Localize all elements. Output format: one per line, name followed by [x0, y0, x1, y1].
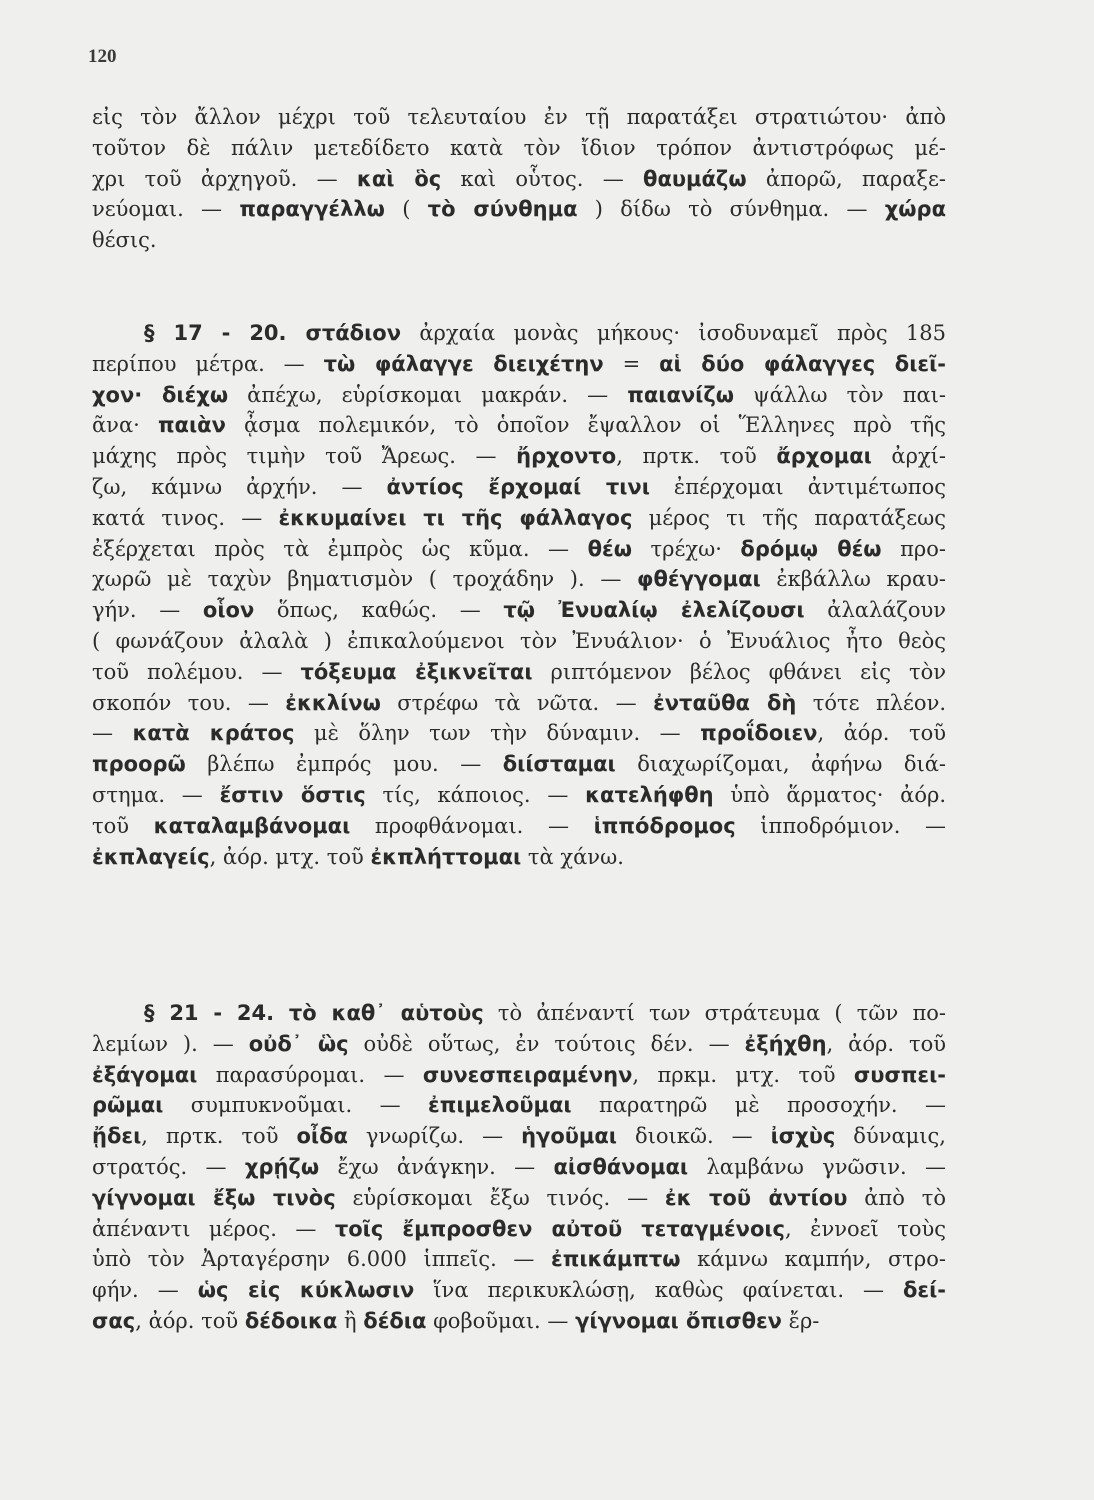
headword: δέδια [363, 1308, 427, 1333]
text-line [92, 133, 946, 164]
headword: δρόμῳ θέω [740, 536, 882, 561]
text-run: ἢ [337, 1308, 364, 1333]
headword: οἶδα [296, 1124, 348, 1149]
headword: τοῖς ἔμπροσθεν αὐτοῦ τεταγμένοις [334, 1216, 786, 1241]
text-run: διοικῶ. — [617, 1124, 771, 1149]
text-line [92, 1306, 946, 1337]
text-run: , ἀόρ. τοῦ [826, 1031, 946, 1056]
headword: κατελήφθη [585, 782, 714, 807]
text-run: τοῦ πολέμου. — [92, 659, 301, 684]
text-run: ἔχω ἀνάγκην. — [319, 1154, 554, 1179]
text-run: , πρτκ. τοῦ [141, 1124, 297, 1149]
text-line [92, 780, 946, 811]
headword: ἔστιν ὅστις [219, 782, 366, 807]
text-run: προ- [881, 536, 946, 561]
text-run: ἐπέρχομαι ἀντιμέτωπος [649, 474, 946, 499]
text-line [92, 472, 946, 503]
text-run: τοῦτον δὲ πάλιν μετεδίδετο κατὰ τὸν ἴδιον τρόπον ἀντιστρόφως μέ- [92, 135, 946, 160]
text-run: ψάλλω τὸν παι- [734, 382, 946, 407]
paragraph-1 [92, 102, 946, 256]
text-run: ὑπὸ ἅρματος· ἀόρ. [713, 782, 946, 807]
text-line [92, 595, 946, 626]
headword: ἤρχοντο [516, 444, 617, 469]
headword: αἰσθάνομαι [553, 1154, 689, 1179]
text-run: γήν. — [92, 598, 203, 623]
text-run: στημα. — [92, 782, 220, 807]
headword: ἐξήχθη [744, 1031, 827, 1056]
headword: τὸ σύνθημα [427, 197, 578, 222]
text-line [92, 534, 946, 565]
text-run: ὅπως, καθώς. — [254, 598, 504, 623]
text-line [92, 1183, 946, 1214]
text-run: ἱπποδρόμιον. — [735, 813, 946, 838]
headword: ἡγοῦμαι [521, 1124, 617, 1149]
text-line [92, 564, 946, 595]
text-run: περίπου μέτρα. — [92, 351, 324, 376]
text-run: παρατηρῶ μὲ προσοχήν. — [571, 1093, 946, 1118]
text-run: κάμνω καμπήν, στρο- [680, 1247, 946, 1272]
text-run: , ἀόρ. μτχ. τοῦ [209, 844, 371, 869]
text-line [92, 441, 946, 472]
text-run: ( [384, 197, 428, 222]
headword: συνεσπειραμένην [422, 1062, 633, 1087]
text-run: χωρῶ μὲ ταχὺν βηματισμὸν ( τροχάδην ). — [92, 567, 638, 592]
text-line [92, 1060, 946, 1091]
headword: τόξευμα ἐξικνεῖται [300, 659, 533, 684]
headword: ἐκ τοῦ ἀντίου [664, 1185, 848, 1210]
text-run: τίς, κάποιος. — [365, 782, 586, 807]
headword: τῷ Ἐνυαλίῳ ἐλελίζουσι [503, 598, 805, 623]
headword: ἄρχομαι [776, 444, 872, 469]
text-run: μέρος τι τῆς παρατάξεως [632, 505, 946, 530]
text-line [92, 1029, 946, 1060]
text-line [92, 626, 946, 657]
headword: αἱ δύο φάλαγγες διεῖ- [659, 351, 946, 376]
text-run: γνωρίζω. — [347, 1124, 522, 1149]
headword: κατὰ κράτος [132, 721, 295, 746]
headword: ᾔδει [92, 1124, 142, 1149]
headword: παιανίζω [627, 382, 735, 407]
text-run: σκοπόν του. — [92, 690, 286, 715]
text-run: ἐκβάλλω κραυ- [760, 567, 946, 592]
text-run: ἐξέρχεται πρὸς τὰ ἐμπρὸς ὡς κῦμα. — [92, 536, 588, 561]
text-line [92, 1275, 946, 1306]
text-run: βλέπω ἐμπρός μου. — [185, 752, 503, 777]
headword: ἐξάγομαι [92, 1062, 198, 1087]
headword: καὶ ὃς [356, 166, 442, 191]
text-run: στρατός. — [92, 1154, 245, 1179]
text-run: ( φωνάζουν ἀλαλὰ ) ἐπικαλούμενοι τὸν Ἐνυάλιον· ὁ Ἐνυάλιος ἦτο θεὸς [92, 628, 946, 653]
text-run: κατά τινος. — [92, 505, 279, 530]
text-run: τότε πλέον. [796, 690, 946, 715]
headword: συσπει- [853, 1062, 946, 1087]
text-run: στρέφω τὰ νῶτα. — [380, 690, 654, 715]
text-run: παρασύρομαι. — [197, 1062, 423, 1087]
text-run: = [603, 351, 660, 376]
text-line [92, 225, 946, 256]
text-run: θέσις. [92, 228, 157, 253]
text-run: τοῦ [92, 813, 154, 838]
headword: σας [92, 1308, 136, 1333]
headword: στάδιον [305, 321, 402, 345]
text-run: ριπτόμενον βέλος φθάνει εἰς τὸν [532, 659, 946, 684]
headword: ἐνταῦθα δὴ [653, 690, 797, 715]
headword: γίγνομαι ἔξω τινὸς [92, 1185, 336, 1210]
text-run: ἀλαλάζουν [804, 598, 946, 623]
text-run: φήν. — [92, 1278, 198, 1303]
text-line [92, 1152, 946, 1183]
headword: ἐκκυμαίνει τι τῆς φάλλαγος [278, 505, 633, 530]
text-line [92, 1244, 946, 1275]
text-run: ἵνα περικυκλώσῃ, καθὼς φαίνεται. — [414, 1278, 903, 1303]
headword: χρῄζω [244, 1154, 320, 1179]
headword: δεί- [903, 1278, 946, 1303]
headword: § 17 - 20. [144, 321, 306, 345]
text-run: ζω, κάμνω ἀρχήν. — [92, 474, 387, 499]
paragraph-3 [92, 998, 946, 1337]
text-run: εἰς τὸν ἄλλον μέχρι τοῦ τελευταίου ἐν τῇ παρατάξει στρατιώτου· ἀπὸ [92, 105, 946, 129]
text-line [92, 194, 946, 225]
text-line [92, 811, 946, 842]
text-line [92, 318, 946, 349]
text-line [92, 842, 946, 873]
headword: οὐδ᾽ ὣς [248, 1031, 349, 1056]
headword: θαυμάζω [643, 166, 747, 191]
text-run: , πρτκ. τοῦ [616, 444, 777, 469]
text-run: ἀρχί- [871, 444, 946, 469]
headword: διίσταμαι [502, 752, 616, 777]
text-run: , ἀόρ. τοῦ [135, 1308, 245, 1333]
headword: τὸ καθ᾽ αὑτοὺς [288, 1001, 484, 1025]
headword: ἱππόδρομος [593, 813, 736, 838]
text-run: τρέχω· [631, 536, 741, 561]
headword: ἐπικάμπτω [551, 1247, 681, 1272]
text-run: ᾶνα· [92, 413, 158, 438]
text-line [92, 1214, 946, 1245]
text-line [92, 1090, 946, 1121]
text-line [92, 749, 946, 780]
text-run: ᾆσμα πολεμικόν, τὸ ὁποῖον ἔψαλλον οἱ Ἕλληνες πρὸ τῆς [225, 413, 946, 438]
headword: χώρα [884, 197, 946, 222]
text-line [92, 657, 946, 688]
headword: παραγγέλλω [239, 197, 385, 222]
text-line [92, 1121, 946, 1152]
text-run: τὸ ἀπέναντί των στράτευμα ( τῶν πο- [483, 1001, 946, 1025]
text-run: , πρκμ. μτχ. τοῦ [632, 1062, 854, 1087]
headword: φθέγγομαι [637, 567, 761, 592]
headword: τὼ φάλαγγε διειχέτην [323, 351, 604, 376]
headword: ἐπιμελοῦμαι [428, 1093, 572, 1118]
headword: γίγνομαι ὄπισθεν [575, 1308, 782, 1333]
text-line [92, 380, 946, 411]
text-run: ἀπέναντι μέρος. — [92, 1216, 335, 1241]
text-run: ἔρ- [782, 1308, 820, 1333]
text-run: διαχωρίζομαι, ἀφήνω διά- [615, 752, 946, 777]
headword: ἰσχὺς [770, 1124, 836, 1149]
text-line [92, 349, 946, 380]
text-run: μάχης πρὸς τιμὴν τοῦ Ἄρεως. — [92, 444, 517, 469]
text-run: καὶ οὗτος. — [441, 166, 644, 191]
headword: ἐκπλήττομαι [370, 844, 522, 869]
text-run: δύναμις, [835, 1124, 946, 1149]
headword: ἀντίος ἔρχομαί τινι [386, 474, 650, 499]
text-run: ἀρχαία μονὰς μήκους· ἰσοδυναμεῖ πρὸς 185 [401, 321, 946, 345]
text-run: νεύομαι. — [92, 197, 240, 222]
headword: δέδοικα [244, 1308, 338, 1333]
text-run: προφθάνομαι. — [350, 813, 594, 838]
text-run: εὑρίσκομαι ἔξω τινός. — [335, 1185, 665, 1210]
headword: οἷον [202, 598, 255, 623]
headword: χον· διέχω [92, 382, 229, 407]
headword: παιὰν [157, 413, 226, 438]
text-line [92, 164, 946, 195]
headword: θέω [587, 536, 632, 561]
text-run: , ἀόρ. τοῦ [817, 721, 946, 746]
text-run: λαμβάνω γνῶσιν. — [688, 1154, 946, 1179]
page-number: 120 [88, 46, 117, 67]
text-run: φοβοῦμαι. — [426, 1308, 576, 1333]
text-run: οὐδὲ οὕτως, ἐν τούτοις δέν. — [348, 1031, 745, 1056]
text-line [92, 688, 946, 719]
text-run: ἀπορῶ, παραξε- [746, 166, 946, 191]
text-run: , ἐννοεῖ τοὺς [785, 1216, 946, 1241]
headword: § 21 - 24. [144, 1001, 289, 1025]
text-line [92, 718, 946, 749]
headword: ἐκπλαγείς [92, 844, 210, 869]
headword: ὡς εἰς κύκλωσιν [197, 1278, 415, 1303]
text-line [92, 102, 946, 133]
headword: καταλαμβάνομαι [153, 813, 351, 838]
headword: προορῶ [92, 752, 186, 777]
text-run: ὑπὸ τὸν Ἀρταγέρσην 6.000 ἱππεῖς. — [92, 1247, 552, 1272]
text-run: μὲ ὅλην των τὴν δύναμιν. — [294, 721, 701, 746]
text-run: — [92, 721, 133, 746]
text-run: ἀπὸ τὸ [847, 1185, 946, 1210]
text-line [92, 998, 946, 1029]
text-run: τὰ χάνω. [521, 844, 624, 869]
text-run: χρι τοῦ ἀρχηγοῦ. — [92, 166, 357, 191]
paragraph-2 [92, 318, 946, 872]
text-run: λεμίων ). — [92, 1031, 249, 1056]
text-run: ) δίδω τὸ σύνθημα. — [577, 197, 885, 222]
headword: ρῶμαι [92, 1093, 164, 1118]
headword: ἐκκλίνω [285, 690, 381, 715]
text-run: ἀπέχω, εὑρίσκομαι μακράν. — [228, 382, 628, 407]
text-line [92, 410, 946, 441]
text-run: συμπυκνοῦμαι. — [163, 1093, 429, 1118]
headword: προΐδοιεν [700, 721, 818, 746]
text-line [92, 503, 946, 534]
